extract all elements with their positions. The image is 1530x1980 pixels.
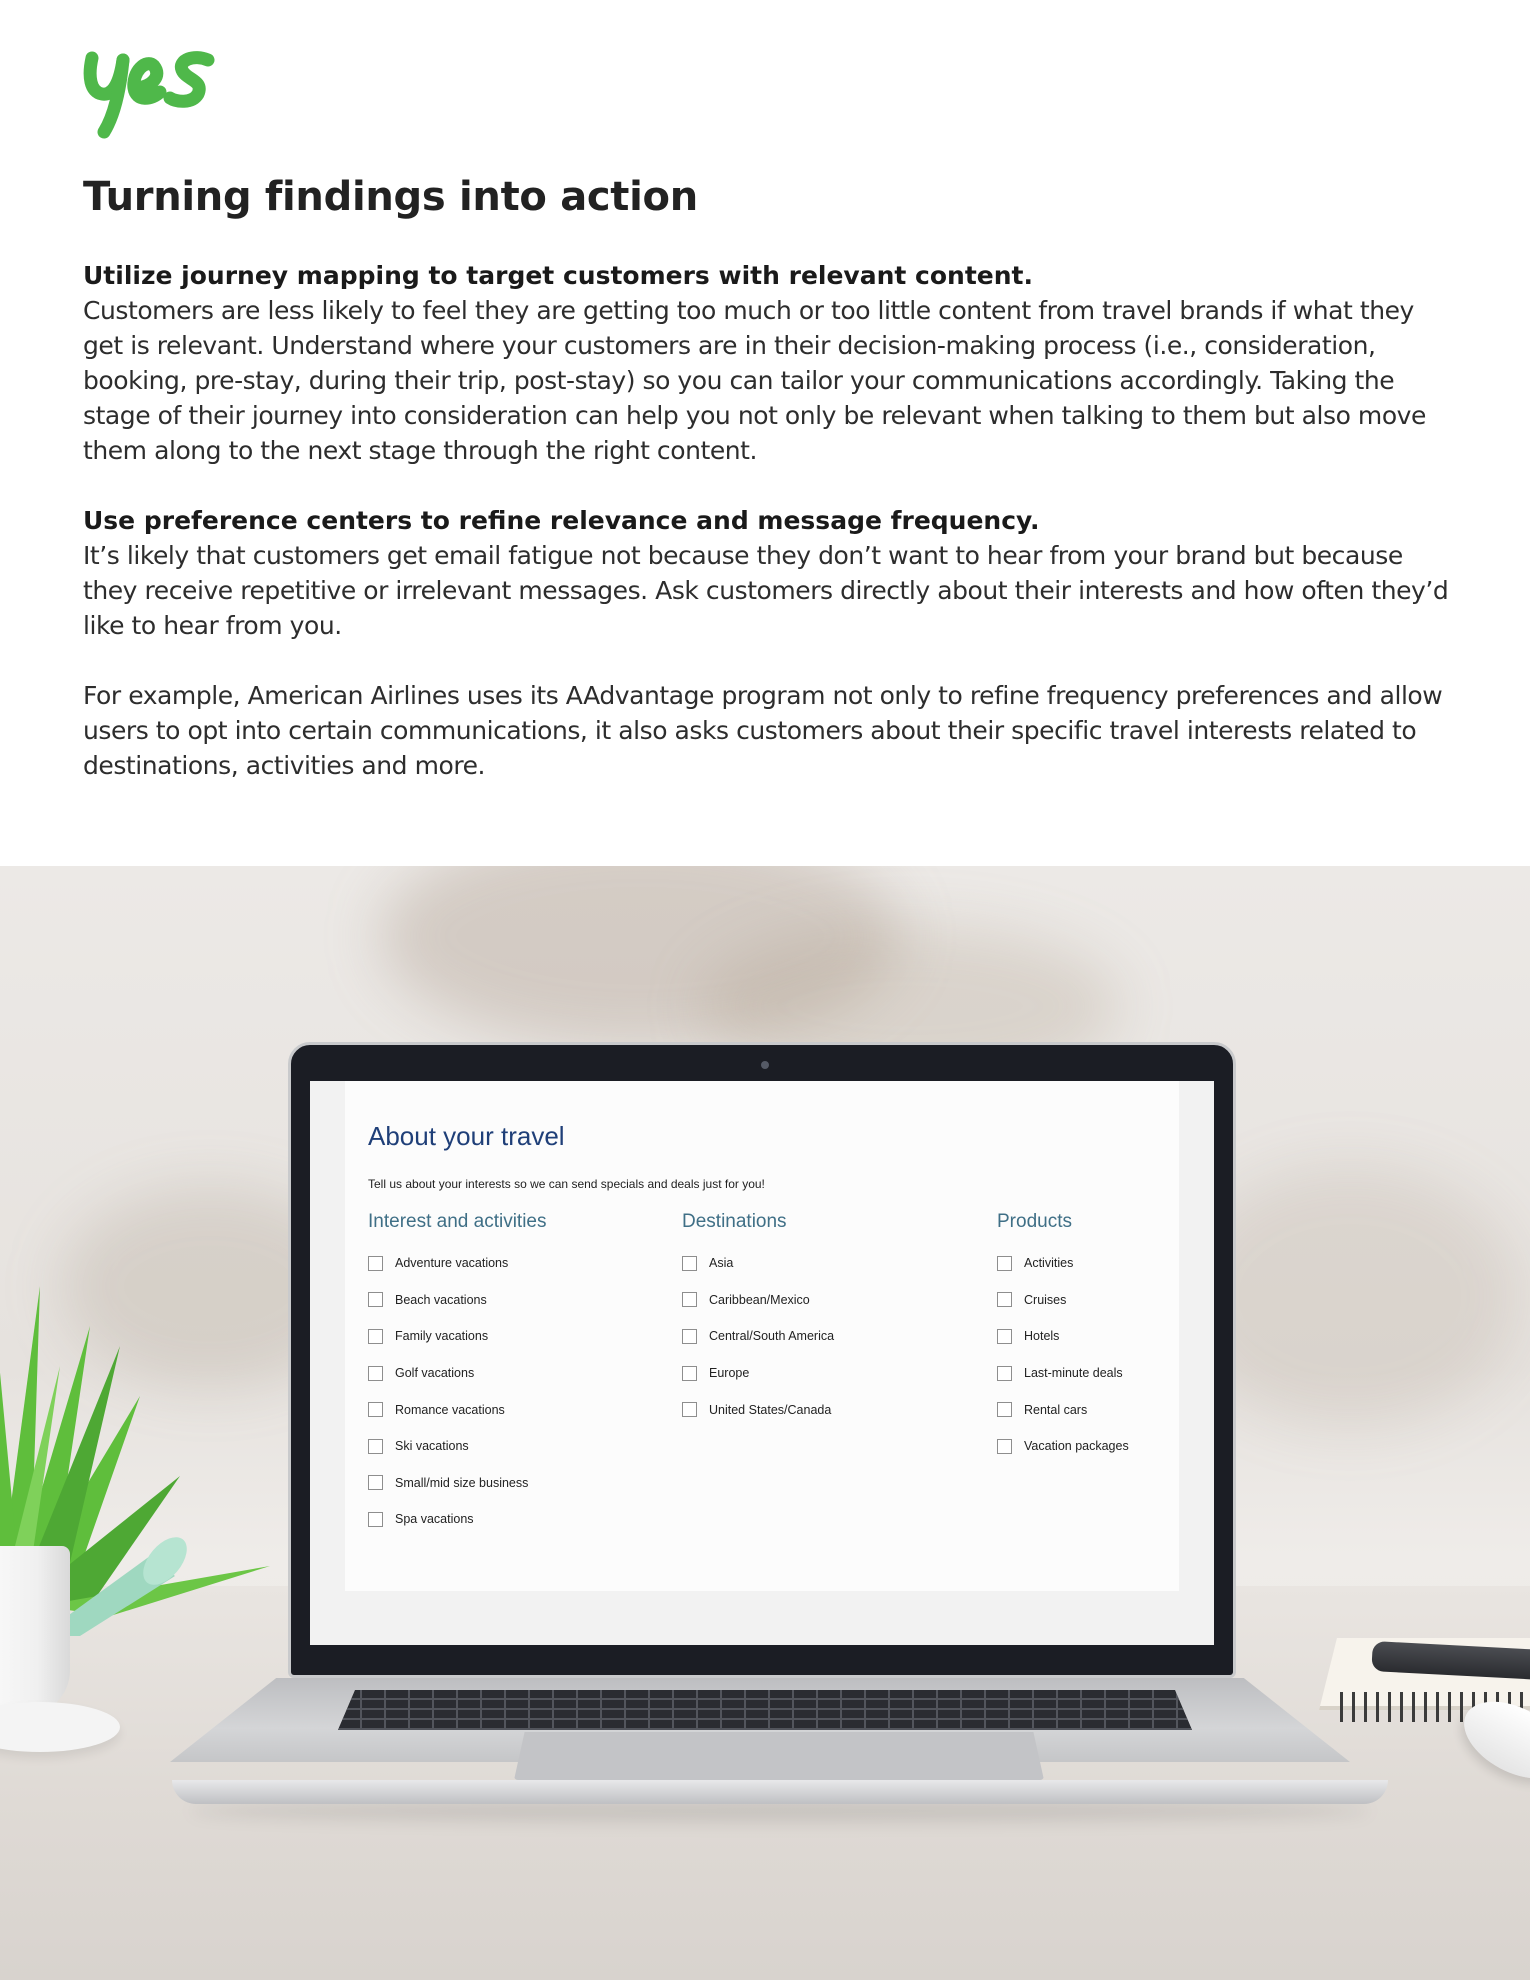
option-label: Activities [1024,1256,1074,1271]
option-label: Small/mid size business [395,1475,529,1490]
checkbox[interactable] [682,1366,697,1381]
laptop-lid [288,1042,1236,1678]
option-label: Vacation packages [1024,1439,1129,1454]
cup-image [0,1546,70,1716]
option-label: Ski vacations [395,1439,469,1454]
checkbox-option[interactable] [368,1318,546,1355]
form-intro: Tell us about your interests so we can send specials and deals just for you! [368,1177,765,1191]
checkbox[interactable] [997,1292,1012,1307]
checkbox-option[interactable] [682,1282,834,1319]
section-paragraph: It’s likely that customers get email fatigue not because they don’t want to hear from your brand but because they receive repetitive or irrelevant messages. Ask customers directly about their interests and how often they’d like to hear from you. [83,541,1449,640]
checkbox-option[interactable] [682,1318,834,1355]
column-products [997,1211,1129,1465]
column-destinations [682,1211,834,1428]
checkbox-option[interactable] [682,1245,834,1282]
checkbox[interactable] [368,1292,383,1307]
checkbox[interactable] [368,1475,383,1490]
checkbox[interactable] [997,1256,1012,1271]
laptop-front-edge [172,1780,1388,1804]
camera-icon [761,1061,769,1069]
checkbox-option[interactable] [368,1391,546,1428]
section-heading: Utilize journey mapping to target customers with relevant content. [83,261,1033,290]
travel-preferences-form [345,1081,1179,1591]
checkbox-option[interactable] [997,1318,1129,1355]
laptop-keyboard [338,1690,1192,1730]
option-label: Romance vacations [395,1402,505,1417]
page-title: Turning findings into action [83,174,698,220]
option-label: Spa vacations [395,1512,474,1527]
checkbox[interactable] [368,1402,383,1417]
checkbox-option[interactable] [682,1355,834,1392]
checkbox[interactable] [682,1256,697,1271]
option-label: Europe [709,1366,750,1381]
column-heading: Interest and activities [368,1211,547,1232]
section-paragraph: Customers are less likely to feel they are getting too much or too little content from travel brands if what they get is relevant. Understand where your customers are in their decision-making process (i.e., consideration, booking, pre-stay, during their trip, post-stay) so you can tailor your communications accordingly. Taking the stage of their journey into consideration can help you not only be relevant when talking to them but also move them along to the next stage through the right content. [83,296,1426,465]
yes-logo [80,50,216,142]
checkbox[interactable] [997,1366,1012,1381]
checkbox[interactable] [368,1366,383,1381]
checkbox-option[interactable] [997,1355,1129,1392]
checkbox-option[interactable] [997,1245,1129,1282]
laptop-screen [310,1081,1214,1645]
checkbox[interactable] [997,1402,1012,1417]
checkbox[interactable] [682,1292,697,1307]
checkbox[interactable] [682,1402,697,1417]
checkbox-option[interactable] [368,1355,546,1392]
article-body [83,258,1451,818]
checkbox[interactable] [368,1256,383,1271]
option-label: Family vacations [395,1329,489,1344]
laptop-trackpad [514,1732,1044,1780]
section-preference-centers [83,503,1451,783]
checkbox-option[interactable] [997,1428,1129,1465]
checkbox-option[interactable] [368,1282,546,1319]
checkbox-option[interactable] [997,1391,1129,1428]
option-label: Rental cars [1024,1402,1088,1417]
section-heading: Use preference centers to refine relevance and message frequency. [83,506,1040,535]
option-label: United States/Canada [709,1402,832,1417]
checkbox-option[interactable] [997,1282,1129,1319]
option-label: Adventure vacations [395,1256,509,1271]
checkbox[interactable] [997,1439,1012,1454]
laptop-photo [0,866,1530,1980]
option-label: Hotels [1024,1329,1060,1344]
option-label: Cruises [1024,1292,1067,1307]
column-heading: Products [997,1211,1072,1232]
column-interests [368,1211,546,1538]
checkbox[interactable] [368,1329,383,1344]
checkbox-option[interactable] [368,1428,546,1465]
option-label: Asia [709,1256,734,1271]
option-label: Central/South America [709,1329,835,1344]
checkbox-option[interactable] [682,1391,834,1428]
checkbox[interactable] [368,1512,383,1527]
checkbox[interactable] [997,1329,1012,1344]
section-journey-mapping [83,258,1451,468]
option-label: Caribbean/Mexico [709,1292,810,1307]
form-title: About your travel [368,1121,565,1151]
checkbox[interactable] [682,1329,697,1344]
section-paragraph: For example, American Airlines uses its AAdvantage program not only to refine frequency preferences and allow users to opt into certain communications, it also asks customers about their specific travel interests related to destinations, activities and more. [83,681,1443,780]
option-label: Last-minute deals [1024,1366,1123,1381]
checkbox-option[interactable] [368,1465,546,1502]
column-heading: Destinations [682,1211,787,1232]
option-label: Golf vacations [395,1366,475,1381]
checkbox[interactable] [368,1439,383,1454]
checkbox-option[interactable] [368,1501,546,1538]
checkbox-option[interactable] [368,1245,546,1282]
option-label: Beach vacations [395,1292,487,1307]
